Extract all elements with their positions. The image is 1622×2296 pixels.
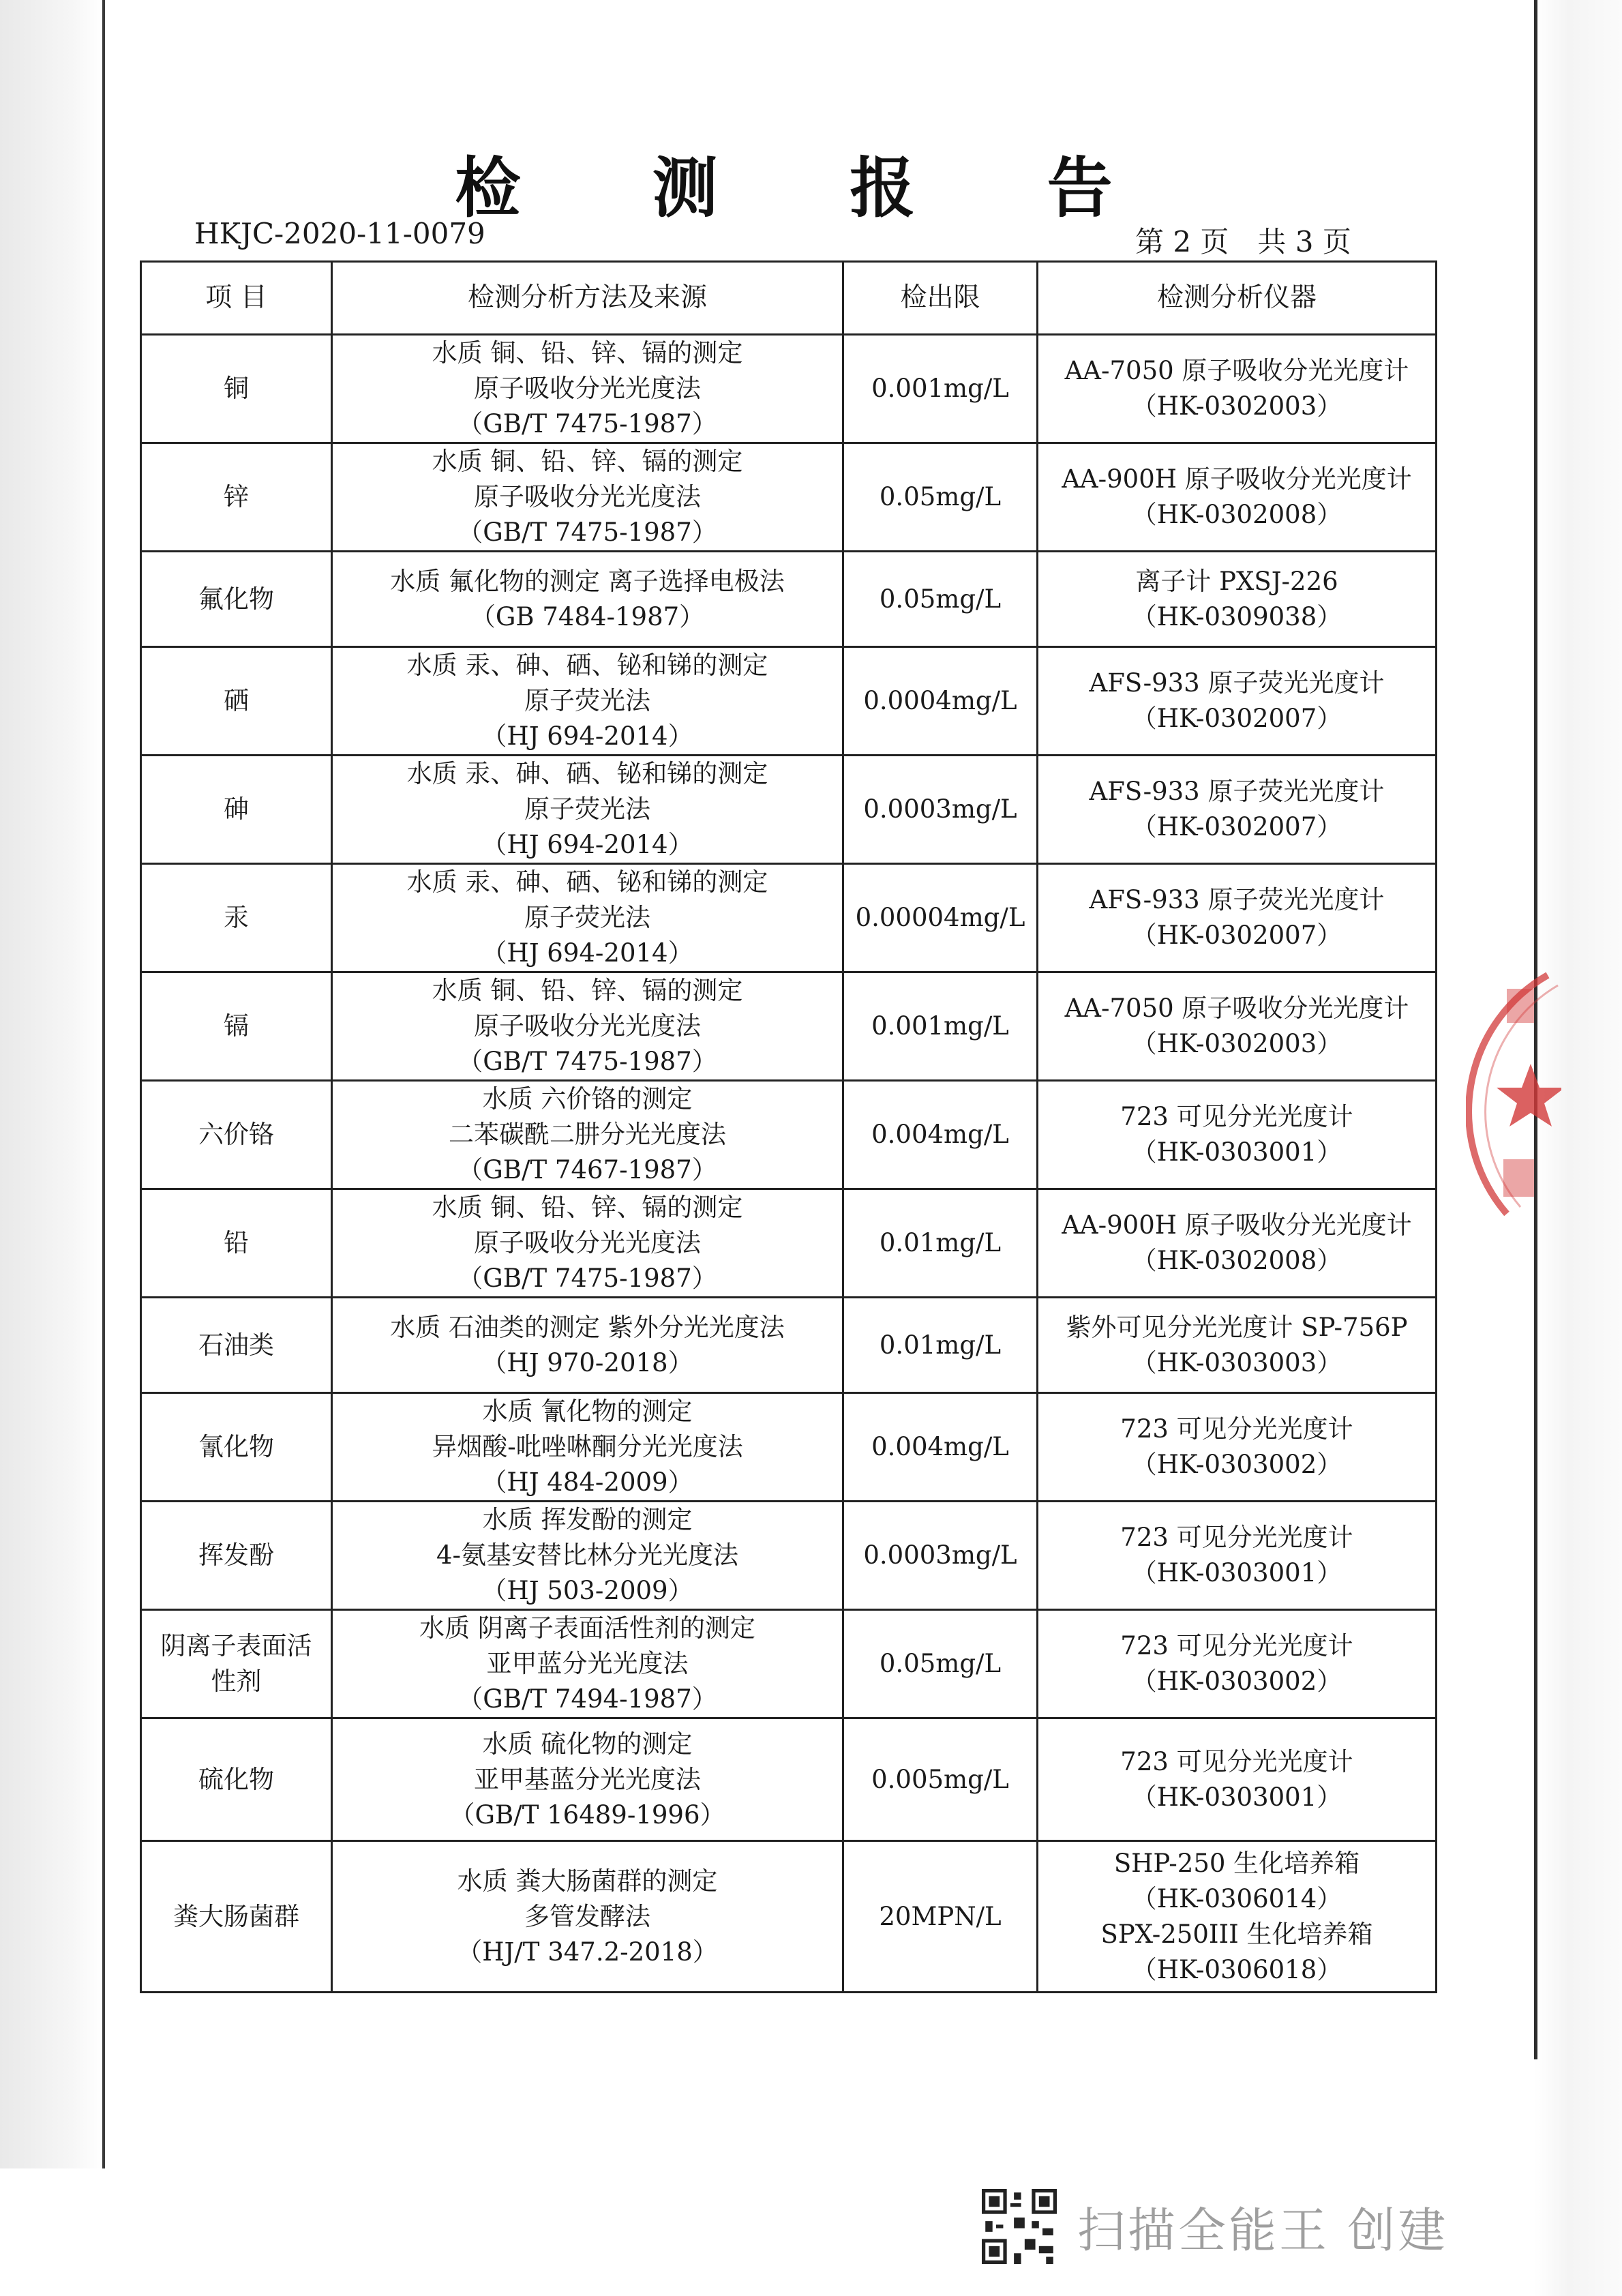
cell-item: 砷 — [141, 756, 332, 864]
table-row — [141, 1718, 1437, 1841]
cell-item: 铅 — [141, 1189, 332, 1298]
page-left-edge — [102, 0, 105, 2168]
cell-method: 水质 铜、铅、锌、镉的测定 原子吸收分光光度法 （GB/T 7475-1987） — [332, 443, 843, 552]
cell-limit: 0.05mg/L — [843, 552, 1038, 647]
cell-limit: 20MPN/L — [843, 1841, 1038, 1993]
cell-item: 硫化物 — [141, 1718, 332, 1841]
cell-limit: 0.0003mg/L — [843, 756, 1038, 864]
cell-instrument: AA-7050 原子吸收分光光度计 （HK-0302003） — [1038, 972, 1437, 1081]
cell-item: 挥发酚 — [141, 1502, 332, 1610]
cell-item: 铜 — [141, 335, 332, 443]
table-row — [141, 1298, 1437, 1393]
report-number: HKJC-2020-11-0079 — [194, 217, 485, 250]
report-title: 检 测 报 告 — [455, 150, 1167, 226]
cell-method: 水质 粪大肠菌群的测定 多管发酵法 （HJ/T 347.2-2018） — [332, 1841, 843, 1993]
cell-method: 水质 汞、砷、硒、铋和锑的测定 原子荧光法 （HJ 694-2014） — [332, 864, 843, 972]
cell-item: 镉 — [141, 972, 332, 1081]
cell-limit: 0.004mg/L — [843, 1393, 1038, 1502]
header-method: 检测分析方法及来源 — [332, 262, 843, 335]
cell-item: 六价铬 — [141, 1081, 332, 1189]
page-indicator: 第 2 页 共 3 页 — [1135, 225, 1351, 258]
table-row — [141, 1081, 1437, 1189]
cell-limit: 0.05mg/L — [843, 1610, 1038, 1718]
cell-instrument: AFS-933 原子荧光光度计 （HK-0302007） — [1038, 647, 1437, 756]
cell-method: 水质 六价铬的测定 二苯碳酰二肼分光光度法 （GB/T 7467-1987） — [332, 1081, 843, 1189]
cell-item: 氟化物 — [141, 552, 332, 647]
cell-item: 硒 — [141, 647, 332, 756]
table-row — [141, 552, 1437, 647]
watermark-text: 扫描全能王 创建 — [1077, 2202, 1449, 2258]
cell-instrument: 723 可见分光光度计 （HK-0303001） — [1038, 1502, 1437, 1610]
table-row — [141, 756, 1437, 864]
cell-item: 石油类 — [141, 1298, 332, 1393]
cell-instrument: 紫外可见分光光度计 SP-756P （HK-0303003） — [1038, 1298, 1437, 1393]
table-row — [141, 1610, 1437, 1718]
cell-instrument: 723 可见分光光度计 （HK-0303001） — [1038, 1718, 1437, 1841]
cell-limit: 0.005mg/L — [843, 1718, 1038, 1841]
table-row — [141, 1502, 1437, 1610]
table-row — [141, 864, 1437, 972]
cell-instrument: AA-7050 原子吸收分光光度计 （HK-0302003） — [1038, 335, 1437, 443]
cell-item: 汞 — [141, 864, 332, 972]
cell-instrument: 离子计 PXSJ-226 （HK-0309038） — [1038, 552, 1437, 647]
cell-item: 锌 — [141, 443, 332, 552]
red-seal-stamp-partial — [1466, 955, 1561, 1227]
cell-instrument: AFS-933 原子荧光光度计 （HK-0302007） — [1038, 864, 1437, 972]
cell-method: 水质 挥发酚的测定 4-氨基安替比林分光光度法 （HJ 503-2009） — [332, 1502, 843, 1610]
cell-instrument: 723 可见分光光度计 （HK-0303002） — [1038, 1393, 1437, 1502]
cell-instrument: AA-900H 原子吸收分光光度计 （HK-0302008） — [1038, 1189, 1437, 1298]
cell-item: 粪大肠菌群 — [141, 1841, 332, 1993]
table-row — [141, 1189, 1437, 1298]
cell-limit: 0.05mg/L — [843, 443, 1038, 552]
cell-limit: 0.004mg/L — [843, 1081, 1038, 1189]
cell-method: 水质 氰化物的测定 异烟酸-吡唑啉酮分光光度法 （HJ 484-2009） — [332, 1393, 843, 1502]
cell-instrument: 723 可见分光光度计 （HK-0303002） — [1038, 1610, 1437, 1718]
header-item: 项 目 — [141, 262, 332, 335]
cell-method: 水质 硫化物的测定 亚甲基蓝分光光度法 （GB/T 16489-1996） — [332, 1718, 843, 1841]
qr-code-icon — [982, 2189, 1057, 2264]
cell-method: 水质 铜、铅、锌、镉的测定 原子吸收分光光度法 （GB/T 7475-1987） — [332, 1189, 843, 1298]
cell-instrument: SHP-250 生化培养箱 （HK-0306014） SPX-250III 生化培养箱 （HK-0306018） — [1038, 1841, 1437, 1993]
cell-instrument: AA-900H 原子吸收分光光度计 （HK-0302008） — [1038, 443, 1437, 552]
table-row — [141, 443, 1437, 552]
page-left-shadow — [0, 0, 102, 2168]
header-instrument: 检测分析仪器 — [1038, 262, 1437, 335]
scanner-watermark — [982, 2189, 1448, 2264]
cell-instrument: AFS-933 原子荧光光度计 （HK-0302007） — [1038, 756, 1437, 864]
table-row — [141, 1841, 1437, 1993]
cell-method: 水质 汞、砷、硒、铋和锑的测定 原子荧光法 （HJ 694-2014） — [332, 756, 843, 864]
cell-limit: 0.0003mg/L — [843, 1502, 1038, 1610]
cell-limit: 0.001mg/L — [843, 335, 1038, 443]
cell-item: 阴离子表面活 性剂 — [141, 1610, 332, 1718]
table-row — [141, 1393, 1437, 1502]
cell-instrument: 723 可见分光光度计 （HK-0303001） — [1038, 1081, 1437, 1189]
table-row — [141, 647, 1437, 756]
cell-method: 水质 石油类的测定 紫外分光光度法 （HJ 970-2018） — [332, 1298, 843, 1393]
cell-method: 水质 铜、铅、锌、镉的测定 原子吸收分光光度法 （GB/T 7475-1987） — [332, 972, 843, 1081]
cell-method: 水质 铜、铅、锌、镉的测定 原子吸收分光光度法 （GB/T 7475-1987） — [332, 335, 843, 443]
test-methods-table — [140, 260, 1437, 1993]
table-header-row — [141, 262, 1437, 335]
cell-limit: 0.01mg/L — [843, 1189, 1038, 1298]
cell-limit: 0.0004mg/L — [843, 647, 1038, 756]
cell-method: 水质 氟化物的测定 离子选择电极法 （GB 7484-1987） — [332, 552, 843, 647]
table-row — [141, 335, 1437, 443]
cell-limit: 0.00004mg/L — [843, 864, 1038, 972]
header-limit: 检出限 — [843, 262, 1038, 335]
cell-method: 水质 阴离子表面活性剂的测定 亚甲蓝分光光度法 （GB/T 7494-1987） — [332, 1610, 843, 1718]
table-row — [141, 972, 1437, 1081]
cell-limit: 0.01mg/L — [843, 1298, 1038, 1393]
cell-method: 水质 汞、砷、硒、铋和锑的测定 原子荧光法 （HJ 694-2014） — [332, 647, 843, 756]
cell-item: 氰化物 — [141, 1393, 332, 1502]
cell-limit: 0.001mg/L — [843, 972, 1038, 1081]
